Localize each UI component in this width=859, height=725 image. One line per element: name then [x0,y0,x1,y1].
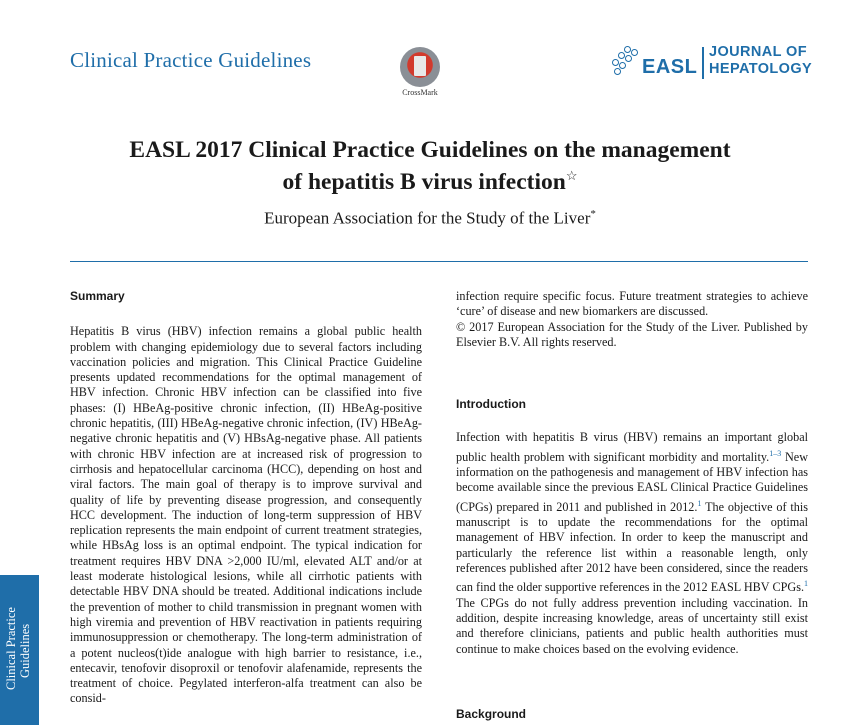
article-title [60,137,800,195]
citation-link[interactable]: 1 [804,579,808,589]
title-line1: EASL 2017 Clinical Practice Guidelines on the management [129,137,731,163]
title-line2: of hepatitis B virus infection [282,168,566,195]
copyright-notice: © 2017 European Association for the Study of the Liver. Published by Elsevier B.V. All rights reserved. [456,319,808,349]
left-column [70,289,422,707]
citation-link[interactable]: 1 [697,498,702,508]
header-divider [70,261,808,262]
crossmark-label: CrossMark [402,88,438,97]
easl-dots-icon [612,46,642,76]
introduction-text: Infection with hepatitis B virus (HBV) remains an important global public health problem with significant morbidity and mortality.$^{1-3}$ New information on the pathogenesis and management of HBV infection has become available since the previous EASL Clinical Practice Guidelines (CPGs) prepared in 2011 and published in 2012.$^1$ The objective of this manuscript is to update the recommendations for the optimal management of HBV infection. In order to keep the manuscript and particularly the reference list within a reasonable length, only references published after 2012 have been considered, since the readers can find the older supportive references in the 2012 EASL HBV CPGs.$^1$ The CPGs do not fully address prevention including vaccination. In addition, despite increasing knowledge, areas of uncertainty still exist and therefore clinicians, patients and public health authorities must continue to make choices based on the evolving evidence. [456,430,809,656]
journal-name-line2: HEPATOLOGY [709,61,813,77]
article-author [60,208,800,229]
side-tab-line2: Guidelines [18,623,32,678]
crossmark-badge[interactable] [392,47,448,97]
crossmark-icon [400,47,440,87]
journal-logo [612,44,812,80]
logo-divider [702,47,704,79]
citation-link[interactable]: 1–3 [769,448,782,458]
summary-text: Hepatitis B virus (HBV) infection remains a global public health problem with changing epidemiology due to several factors including vaccination policies and migration. This Clinical Practice Guideline presents updated recommendations for the optimal management of HBV infection. Chronic HBV infection can be classified into five phases: (I) HBeAg-positive chronic infection, (II) HBeAg-positive chronic hepatitis, (III) HBeAg-negative chronic infection, (IV) HBeAg-negative chronic hepatitis and (V) HBsAg-negative phase. All patients with chronic HBV infection are at increased risk of progression to cirrhosis and hepatocellular carcinoma (HCC), depending on host and viral factors. The main goal of therapy is to improve survival and quality of life by preventing disease progression, and consequently HCC development. The induction of long-term suppression of HBV replication represents the main endpoint of current treatment strategies, while HBsAg loss is an optimal endpoint. The typical indication for treatment requires HBV DNA >2,000 IU/ml, elevated ALT and/or at least moderate histological lesions, while all cirrhotic patients with detectable HBV DNA should be treated. Additional indications include the prevention of mother to child transmission in pregnant women with high viremia and prevention of HBV reactivation in patients requiring immunosuppression or chemotherapy. The long-term administration of a potent nucleos(t)ide analogue with high barrier to resistance, i.e., entecavir, tenofovir disoproxil or tenofovir alafenamide, represents the treatment of choice. Pegylated interferon-alfa treatment can also be consid- [70,324,422,706]
side-section-tab [0,575,39,725]
summary-continuation: infection require specific focus. Future treatment strategies to achieve ‘cure’ of disease and new biomarkers are discussed. [456,289,808,319]
right-column [456,289,808,722]
title-footnote-mark[interactable]: ☆ [565,168,578,183]
easl-logo-text: EASL [642,56,698,78]
author-name: European Association for the Study of the Liver [264,208,591,228]
background-heading: Background [456,706,527,721]
journal-name-line1: JOURNAL OF [709,44,807,60]
summary-heading: Summary [70,289,125,303]
section-label: Clinical Practice Guidelines [70,48,312,72]
side-tab-line1: Clinical Practice [4,607,18,690]
author-footnote-mark[interactable]: * [590,208,596,220]
introduction-heading: Introduction [456,397,526,412]
